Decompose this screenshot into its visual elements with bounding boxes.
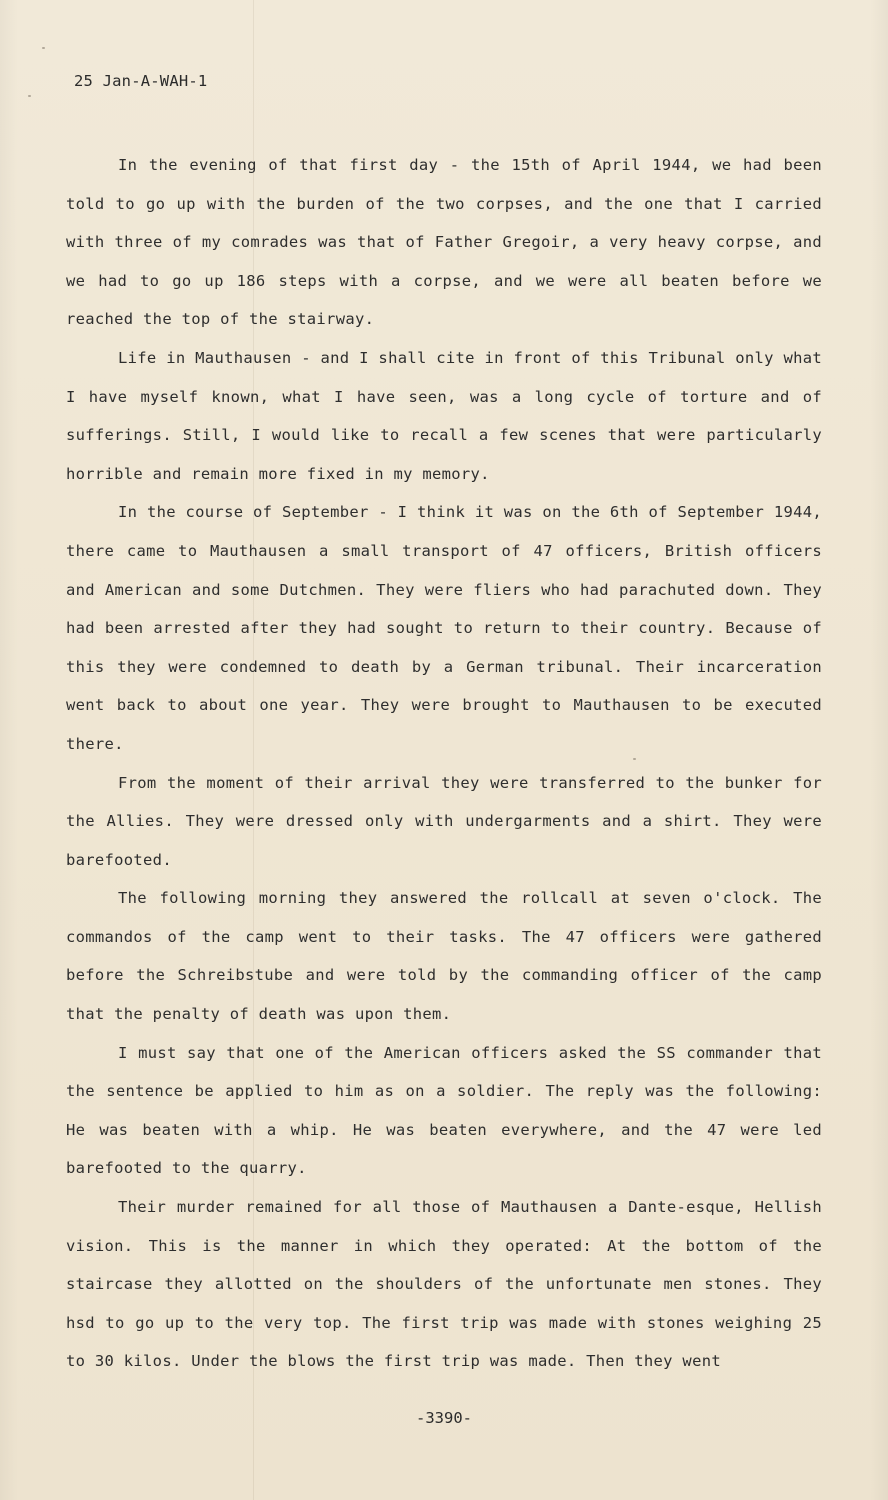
- testimony-text: [66, 146, 822, 1381]
- paragraph-6: I must say that one of the American officers asked the SS commander that the sentence be applied to him as on a soldier. The reply was the following: He was beaten with a whip. He was beaten everywhere, and the 47 were led barefooted to the quarry.: [66, 1043, 822, 1178]
- paragraph-4: From the moment of their arrival they were transferred to the bunker for the Allies. They were dressed only with undergarments and a shirt. They were barefooted.: [66, 773, 822, 869]
- paper-speck: [28, 95, 31, 97]
- paper-speck: [42, 47, 45, 49]
- paragraph-2: Life in Mauthausen - and I shall cite in front of this Tribunal only what I have myself known, what I have seen, was a long cycle of torture and of sufferings. Still, I would like to recall a few scenes that were particularly horrible and remain more fixed in my memory.: [66, 348, 822, 483]
- paragraph-7: Their murder remained for all those of Mauthausen a Dante-esque, Hellish vision. This is the manner in which they operated: At the bottom of the staircase they allotted on the shoulders of the unfortunate men stones. They hsd to go up to the very top. The first trip was made with stones weighing 25 to 30 kilos. Under the blows the first trip was made. Then they went: [66, 1198, 822, 1371]
- page-identifier: 25 Jan-A-WAH-1: [74, 72, 208, 90]
- paragraph-5: The following morning they answered the rollcall at seven o'clock. The commandos of the camp went to their tasks. The 47 officers were gathered before the Schreibstube and were told by the commanding officer of the camp that the penalty of death was upon them.: [66, 889, 822, 1024]
- page-number: -3390-: [416, 1409, 472, 1427]
- paragraph-3: In the course of September - I think it was on the 6th of September 1944, there came to Mauthausen a small transport of 47 officers, British officers and American and some Dutchmen. They were fliers who had parachuted down. They had been arrested after they had sought to return to their country. Because of this they were condemned to death by a German tribunal. Their incarceration went back to about one year. They were brought to Mauthausen to be executed there.: [66, 503, 822, 753]
- paragraph-1: In the evening of that first day - the 15th of April 1944, we had been told to go up with the burden of the two corpses, and the one that I carried with three of my comrades was that of Father Gregoir, a very heavy corpse, and we had to go up 186 steps with a corpse, and we were all beaten before we reached the top of the stairway.: [66, 156, 822, 329]
